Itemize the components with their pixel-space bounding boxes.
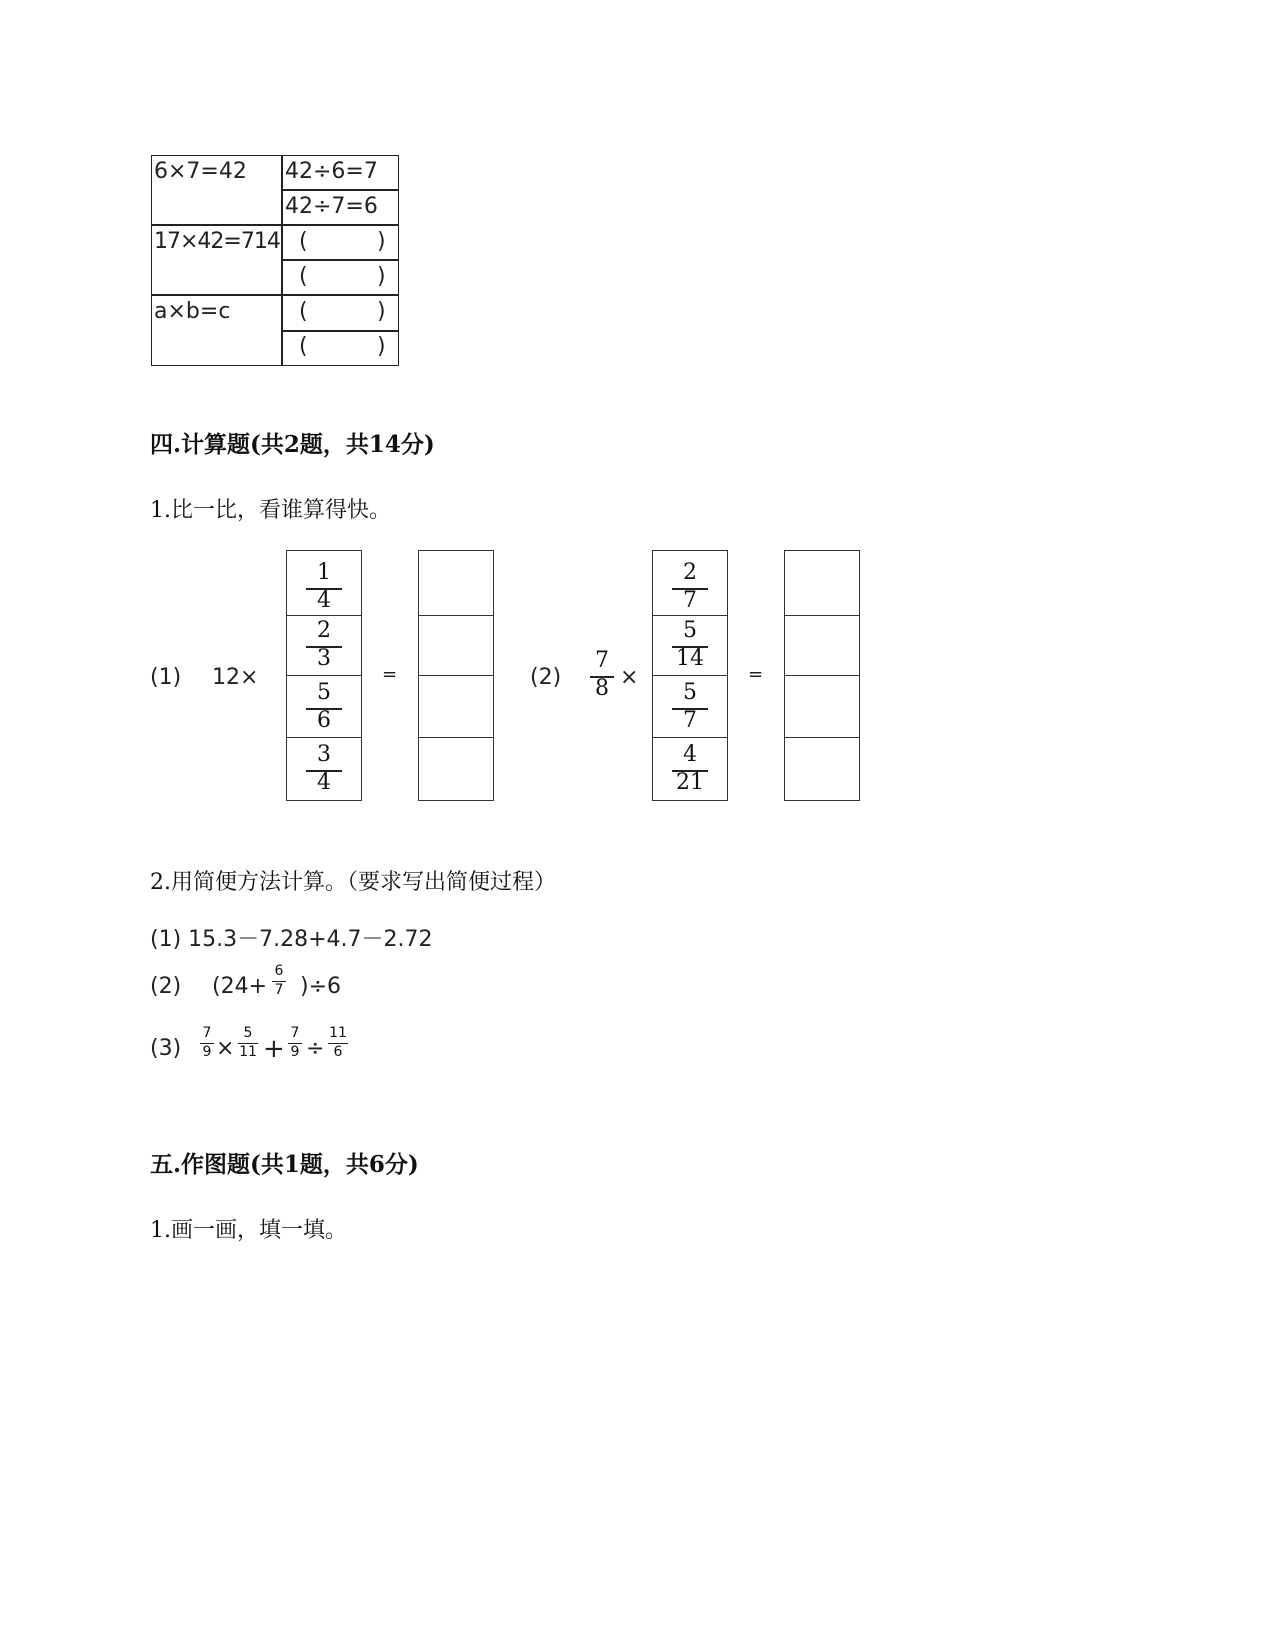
table-r2-left: 17×42=714 [154,229,280,254]
blank-open: ( [299,334,308,359]
blank-close: ) [377,264,386,289]
times-sign: × [620,665,639,690]
expression-3-fraction: 7 9 [200,1026,214,1060]
fraction: 2 3 [306,618,342,672]
expression-2-label: (2) [150,974,182,999]
plus-sign: + [263,1034,285,1064]
blank-close: ) [377,299,386,324]
fraction: 1 4 [306,560,342,614]
equals-sign: = [382,664,398,685]
expression-3-fraction: 11 6 [329,1025,347,1060]
blank-open: ( [299,299,308,324]
question-2-text: 2.用简便方法计算。（要求写出简便过程） [150,870,556,895]
expression-2-fraction: 6 7 [272,964,286,998]
table-r1a: 42÷6=7 [285,159,378,184]
blank-close: ) [377,229,386,254]
blank-close: ) [377,334,386,359]
times-sign: × [216,1036,235,1061]
question-1-text: 1.比一比，看谁算得快。 [150,498,391,523]
division-table [151,155,399,366]
part1-answer-column[interactable] [418,550,494,801]
expression-1: (1) 15.3－7.28+4.7－2.72 [150,927,433,952]
fraction: 5 7 [672,680,708,734]
section5-heading: 五.作图题(共1题，共6分) [150,1151,419,1178]
equals-sign: = [748,664,764,685]
fraction: 5 14 [672,618,708,672]
fraction: 5 6 [306,680,342,734]
part2-answer-column[interactable] [784,550,860,801]
expression-2-open: (24+ [212,974,268,999]
fraction: 2 7 [672,560,708,614]
fraction: 3 4 [306,742,342,796]
expression-3-fraction: 5 11 [239,1025,257,1060]
expression-3-fraction: 7 9 [288,1026,302,1060]
section4-heading: 四.计算题(共2题，共14分) [150,431,435,458]
part1-label: (1) [150,665,182,690]
blank-open: ( [299,264,308,289]
part2-multiplier-fraction: 7 8 [590,648,614,702]
part2-label: (2) [530,665,562,690]
table-r1b: 42÷7=6 [285,194,378,219]
fraction: 4 21 [672,742,708,796]
expression-2-close: )÷6 [300,974,342,999]
blank-open: ( [299,229,308,254]
table-r1-left: 6×7=42 [154,159,247,184]
divide-sign: ÷ [306,1036,325,1061]
expression-3-label: (3) [150,1036,182,1061]
part1-multiplier: 12× [212,665,259,690]
table-r3-left: a×b=c [154,299,231,324]
section5-question-1: 1.画一画，填一填。 [150,1218,347,1243]
